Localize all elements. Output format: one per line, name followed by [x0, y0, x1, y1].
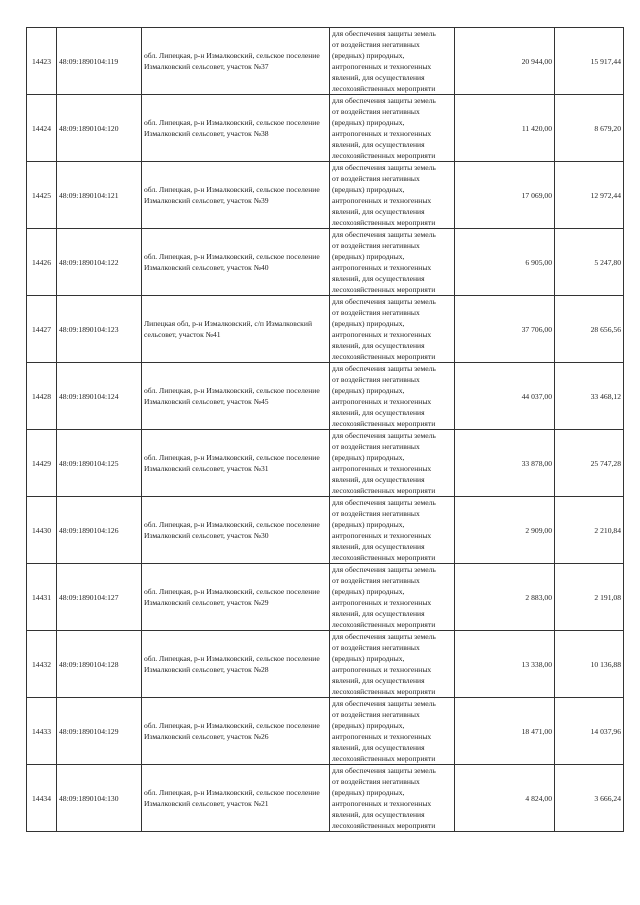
cadastral-value: 28 656,56 — [555, 296, 624, 363]
permitted-use: для обеспечения защиты земель от воздействия негативных (вредных) природных, антропогенных и техногенных явлений, для осуществления лесохозяйственных мероприяти — [330, 765, 455, 832]
cadastral-value: 14 037,96 — [555, 698, 624, 765]
parcel-area: 20 944,00 — [455, 28, 555, 95]
cadastral-number: 48:09:1890104:124 — [57, 363, 142, 430]
table-row — [27, 631, 624, 698]
parcel-address: обл. Липецкая, р-н Измалковский, сельское поселение Измалковский сельсовет, участок №39 — [142, 162, 330, 229]
permitted-use: для обеспечения защиты земель от воздействия негативных (вредных) природных, антропогенных и техногенных явлений, для осуществления лесохозяйственных мероприяти — [330, 698, 455, 765]
cadastral-value: 8 679,20 — [555, 95, 624, 162]
cadastral-value: 25 747,28 — [555, 430, 624, 497]
cadastral-value: 15 917,44 — [555, 28, 624, 95]
row-number: 14428 — [27, 363, 57, 430]
permitted-use: для обеспечения защиты земель от воздействия негативных (вредных) природных, антропогенных и техногенных явлений, для осуществления лесохозяйственных мероприяти — [330, 497, 455, 564]
permitted-use: для обеспечения защиты земель от воздействия негативных (вредных) природных, антропогенных и техногенных явлений, для осуществления лесохозяйственных мероприяти — [330, 95, 455, 162]
permitted-use: для обеспечения защиты земель от воздействия негативных (вредных) природных, антропогенных и техногенных явлений, для осуществления лесохозяйственных мероприяти — [330, 430, 455, 497]
parcel-area: 13 338,00 — [455, 631, 555, 698]
parcel-address: обл. Липецкая, р-н Измалковский, сельское поселение Измалковский сельсовет, участок №38 — [142, 95, 330, 162]
land-register-table — [26, 27, 624, 832]
table-row — [27, 296, 624, 363]
parcel-address: обл. Липецкая, р-н Измалковский, сельское поселение Измалковский сельсовет, участок №28 — [142, 631, 330, 698]
parcel-address: обл. Липецкая, р-н Измалковский, сельское поселение Измалковский сельсовет, участок №21 — [142, 765, 330, 832]
permitted-use: для обеспечения защиты земель от воздействия негативных (вредных) природных, антропогенных и техногенных явлений, для осуществления лесохозяйственных мероприяти — [330, 28, 455, 95]
permitted-use: для обеспечения защиты земель от воздействия негативных (вредных) природных, антропогенных и техногенных явлений, для осуществления лесохозяйственных мероприяти — [330, 296, 455, 363]
parcel-area: 33 878,00 — [455, 430, 555, 497]
row-number: 14426 — [27, 229, 57, 296]
cadastral-value: 12 972,44 — [555, 162, 624, 229]
parcel-address: обл. Липецкая, р-н Измалковский, сельское поселение Измалковский сельсовет, участок №45 — [142, 363, 330, 430]
parcel-area: 44 037,00 — [455, 363, 555, 430]
table-row — [27, 363, 624, 430]
row-number: 14425 — [27, 162, 57, 229]
parcel-address: обл. Липецкая, р-н Измалковский, сельское поселение Измалковский сельсовет, участок №31 — [142, 430, 330, 497]
cadastral-value: 3 666,24 — [555, 765, 624, 832]
table-row — [27, 95, 624, 162]
row-number: 14433 — [27, 698, 57, 765]
row-number: 14429 — [27, 430, 57, 497]
permitted-use: для обеспечения защиты земель от воздействия негативных (вредных) природных, антропогенных и техногенных явлений, для осуществления лесохозяйственных мероприяти — [330, 363, 455, 430]
permitted-use: для обеспечения защиты земель от воздействия негативных (вредных) природных, антропогенных и техногенных явлений, для осуществления лесохозяйственных мероприяти — [330, 162, 455, 229]
parcel-address: обл. Липецкая, р-н Измалковский, сельское поселение Измалковский сельсовет, участок №37 — [142, 28, 330, 95]
row-number: 14432 — [27, 631, 57, 698]
cadastral-value: 5 247,80 — [555, 229, 624, 296]
cadastral-number: 48:09:1890104:125 — [57, 430, 142, 497]
parcel-address: обл. Липецкая, р-н Измалковский, сельское поселение Измалковский сельсовет, участок №40 — [142, 229, 330, 296]
row-number: 14434 — [27, 765, 57, 832]
row-number: 14424 — [27, 95, 57, 162]
cadastral-value: 33 468,12 — [555, 363, 624, 430]
cadastral-value: 2 191,08 — [555, 564, 624, 631]
table-row — [27, 28, 624, 95]
table-row — [27, 430, 624, 497]
parcel-area: 2 909,00 — [455, 497, 555, 564]
parcel-area: 4 824,00 — [455, 765, 555, 832]
permitted-use: для обеспечения защиты земель от воздействия негативных (вредных) природных, антропогенных и техногенных явлений, для осуществления лесохозяйственных мероприяти — [330, 631, 455, 698]
table-row — [27, 765, 624, 832]
parcel-address: обл. Липецкая, р-н Измалковский, сельское поселение Измалковский сельсовет, участок №30 — [142, 497, 330, 564]
table-row — [27, 229, 624, 296]
row-number: 14430 — [27, 497, 57, 564]
cadastral-number: 48:09:1890104:123 — [57, 296, 142, 363]
cadastral-number: 48:09:1890104:130 — [57, 765, 142, 832]
parcel-address: обл. Липецкая, р-н Измалковский, сельское поселение Измалковский сельсовет, участок №26 — [142, 698, 330, 765]
cadastral-number: 48:09:1890104:122 — [57, 229, 142, 296]
cadastral-value: 10 136,88 — [555, 631, 624, 698]
parcel-area: 17 069,00 — [455, 162, 555, 229]
parcel-address: обл. Липецкая, р-н Измалковский, сельское поселение Измалковский сельсовет, участок №29 — [142, 564, 330, 631]
cadastral-number: 48:09:1890104:127 — [57, 564, 142, 631]
parcel-area: 6 905,00 — [455, 229, 555, 296]
parcel-area: 11 420,00 — [455, 95, 555, 162]
land-register-body — [27, 28, 624, 832]
cadastral-number: 48:09:1890104:120 — [57, 95, 142, 162]
cadastral-number: 48:09:1890104:119 — [57, 28, 142, 95]
parcel-area: 18 471,00 — [455, 698, 555, 765]
permitted-use: для обеспечения защиты земель от воздействия негативных (вредных) природных, антропогенных и техногенных явлений, для осуществления лесохозяйственных мероприяти — [330, 229, 455, 296]
cadastral-number: 48:09:1890104:121 — [57, 162, 142, 229]
cadastral-number: 48:09:1890104:128 — [57, 631, 142, 698]
row-number: 14423 — [27, 28, 57, 95]
table-row — [27, 497, 624, 564]
permitted-use: для обеспечения защиты земель от воздействия негативных (вредных) природных, антропогенных и техногенных явлений, для осуществления лесохозяйственных мероприяти — [330, 564, 455, 631]
row-number: 14431 — [27, 564, 57, 631]
table-row — [27, 162, 624, 229]
parcel-area: 2 883,00 — [455, 564, 555, 631]
cadastral-value: 2 210,84 — [555, 497, 624, 564]
table-row — [27, 564, 624, 631]
cadastral-number: 48:09:1890104:129 — [57, 698, 142, 765]
row-number: 14427 — [27, 296, 57, 363]
table-row — [27, 698, 624, 765]
cadastral-number: 48:09:1890104:126 — [57, 497, 142, 564]
parcel-area: 37 706,00 — [455, 296, 555, 363]
parcel-address: Липецкая обл, р-н Измалковский, с/п Измалковский сельсовет, участок №41 — [142, 296, 330, 363]
